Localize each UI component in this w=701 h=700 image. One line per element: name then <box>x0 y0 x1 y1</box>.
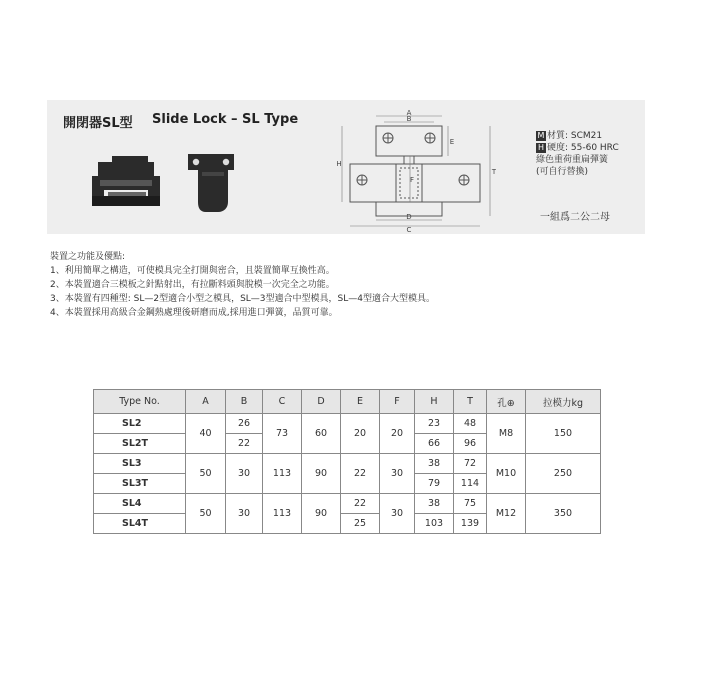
cell-h: 103 <box>415 514 454 534</box>
header-type: Type No. <box>94 390 186 414</box>
header-c: C <box>263 390 302 414</box>
material-badge: M <box>537 131 545 140</box>
cell-h: 66 <box>415 434 454 454</box>
hardness-text: 硬度: 55-60 HRC <box>547 143 619 153</box>
cell-d: 90 <box>302 454 341 494</box>
header-force: 拉模力kg <box>526 390 601 414</box>
note-item: 4、本裝置採用高級合金鋼熱處理後研磨而成,採用進口彈簧，品質可靠。 <box>50 308 338 318</box>
header-h: H <box>415 390 454 414</box>
cell-c: 113 <box>263 454 302 494</box>
cell-f: 30 <box>380 454 415 494</box>
header-a: A <box>186 390 226 414</box>
cell-h: 23 <box>415 414 454 434</box>
cell-t: 72 <box>454 454 487 474</box>
dim-label-b: B <box>406 115 412 123</box>
spec-set-note: 一組爲二公二母 <box>540 212 610 223</box>
cell-d: 60 <box>302 414 341 454</box>
type-cell: SL3 <box>94 454 186 474</box>
cell-e: 22 <box>341 454 380 494</box>
table-header-row <box>94 390 601 414</box>
cell-c: 73 <box>263 414 302 454</box>
dim-label-f: F <box>409 176 415 184</box>
spec-spring-2: (可自行替換) <box>536 167 589 177</box>
cell-e: 20 <box>341 414 380 454</box>
header-d: D <box>302 390 341 414</box>
header-t: T <box>454 390 487 414</box>
title-chinese: 開閉器SL型 <box>63 116 133 131</box>
cell-b: 30 <box>226 494 263 534</box>
note-item: 1、利用簡單之構造，可使模具完全打開與密合，且裝置簡單互換性高。 <box>50 266 335 276</box>
cell-b: 30 <box>226 454 263 494</box>
dimension-drawing <box>336 108 496 233</box>
cell-b: 26 <box>226 414 263 434</box>
product-photo <box>88 150 248 218</box>
dim-label-h: H <box>336 160 342 168</box>
male-plate-image <box>188 154 234 212</box>
dim-label-a: A <box>406 109 412 117</box>
type-cell: SL3T <box>94 474 186 494</box>
header-hole: 孔⊕ <box>487 390 526 414</box>
dim-label-c: C <box>406 226 412 233</box>
cell-h: 79 <box>415 474 454 494</box>
header-e: E <box>341 390 380 414</box>
dim-label-t: T <box>491 168 496 176</box>
notes-heading: 裝置之功能及優點: <box>50 252 126 262</box>
cell-hole: M12 <box>487 494 526 534</box>
cell-a: 50 <box>186 494 226 534</box>
note-item: 2、本裝置適合三模板之針點射出，有拉斷料頭與脫模一次完全之功能。 <box>50 280 335 290</box>
table-row <box>94 414 601 434</box>
hardness-badge: H <box>537 143 544 152</box>
cell-a: 40 <box>186 414 226 454</box>
feature-notes <box>50 250 435 320</box>
type-cell: SL2T <box>94 434 186 454</box>
cell-t: 114 <box>454 474 487 494</box>
cell-hole: M8 <box>487 414 526 454</box>
spec-table <box>93 389 601 534</box>
cell-h: 38 <box>415 494 454 514</box>
cell-t: 75 <box>454 494 487 514</box>
cell-e: 25 <box>341 514 380 534</box>
cell-hole: M10 <box>487 454 526 494</box>
cell-t: 48 <box>454 414 487 434</box>
header-f: F <box>380 390 415 414</box>
header-b: B <box>226 390 263 414</box>
cell-b: 22 <box>226 434 263 454</box>
cell-t: 96 <box>454 434 487 454</box>
cell-force: 250 <box>526 454 601 494</box>
cell-f: 30 <box>380 494 415 534</box>
cell-f: 20 <box>380 414 415 454</box>
table-row <box>94 454 601 474</box>
type-cell: SL2 <box>94 414 186 434</box>
type-cell: SL4T <box>94 514 186 534</box>
dim-label-d: D <box>406 213 412 221</box>
cell-h: 38 <box>415 454 454 474</box>
dim-label-e: E <box>449 138 455 146</box>
cell-t: 139 <box>454 514 487 534</box>
cell-e: 22 <box>341 494 380 514</box>
cell-d: 90 <box>302 494 341 534</box>
cell-a: 50 <box>186 454 226 494</box>
note-item: 3、本裝置有四種型: SL—2型適合小型之模具，SL—3型適合中型模具，SL—4型適合大型模具。 <box>50 294 435 304</box>
type-cell: SL4 <box>94 494 186 514</box>
title-english: Slide Lock – SL Type <box>152 112 299 127</box>
cell-c: 113 <box>263 494 302 534</box>
table-row <box>94 494 601 514</box>
cell-force: 350 <box>526 494 601 534</box>
cell-force: 150 <box>526 414 601 454</box>
spec-spring-1: 綠色重荷重扁彈簧 <box>536 155 609 165</box>
material-text: 材質: SCM21 <box>547 131 603 141</box>
female-block-image <box>92 156 160 206</box>
